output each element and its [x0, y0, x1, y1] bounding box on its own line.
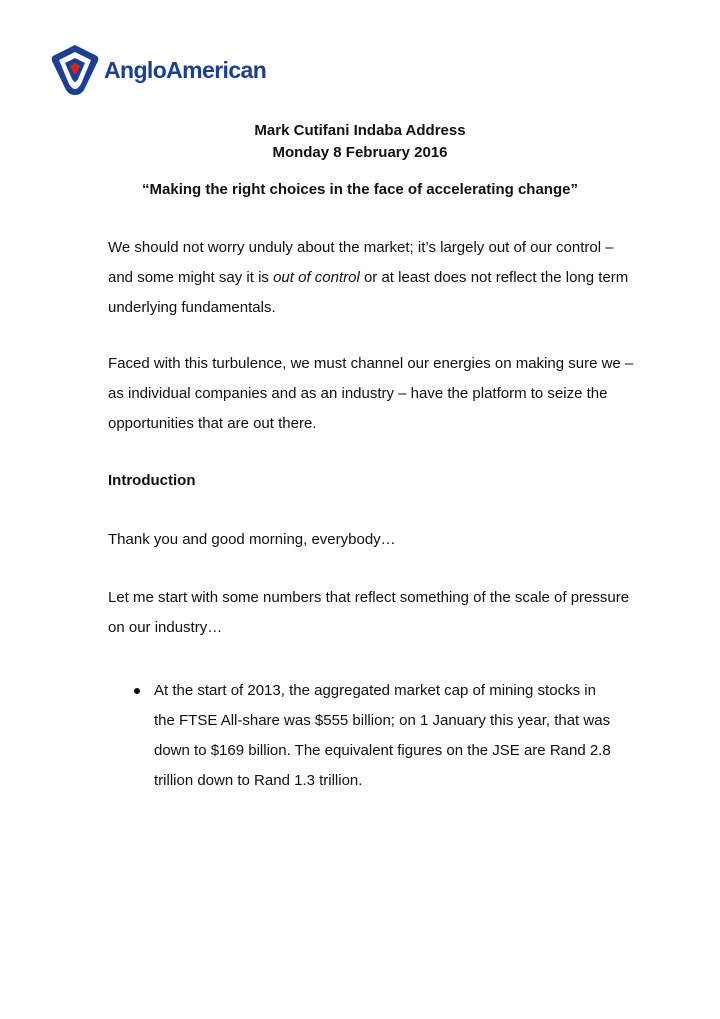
paragraph-turbulence: Faced with this turbulence, we must channel our energies on making sure we – as individual companies and as an industry – have the platform to seize the opportunities that are out there. [108, 355, 634, 432]
paragraph-market-text-1: We should not worry unduly about the market; it’s largely out of our control – and some might say it is [108, 239, 614, 286]
logo-mark-icon [50, 44, 100, 96]
bullet-list [134, 676, 614, 796]
bullet-icon [134, 688, 140, 694]
title-line-1: Mark Cutifani Indaba Address [254, 122, 466, 139]
section-heading-introduction: Introduction [108, 472, 196, 489]
paragraph-numbers: Let me start with some numbers that reflect something of the scale of pressure on our industry… [108, 589, 630, 636]
title-line-2: Monday 8 February 2016 [272, 144, 448, 161]
paragraph-market-text-2: or at least does not reflect the long term underlying fundamentals. [108, 269, 629, 316]
paragraph-market [108, 233, 638, 323]
paragraph-market-italic: out of control [273, 269, 360, 286]
logo-wordmark: AngloAmerican [104, 56, 267, 83]
document-subtitle: “Making the right choices in the face of accelerating change” [142, 181, 578, 198]
document-title [108, 120, 612, 164]
paragraph-greeting: Thank you and good morning, everybody… [108, 531, 396, 548]
anglo-american-logo [50, 44, 266, 96]
list-item-text: At the start of 2013, the aggregated market cap of mining stocks in the FTSE All-share was $555 billion; on 1 January this year, that was down to $169 billion. The equivalent figures on the JSE are Rand 2.8 trillion down to Rand 1.3 trillion. [154, 682, 611, 789]
list-item [134, 676, 614, 796]
